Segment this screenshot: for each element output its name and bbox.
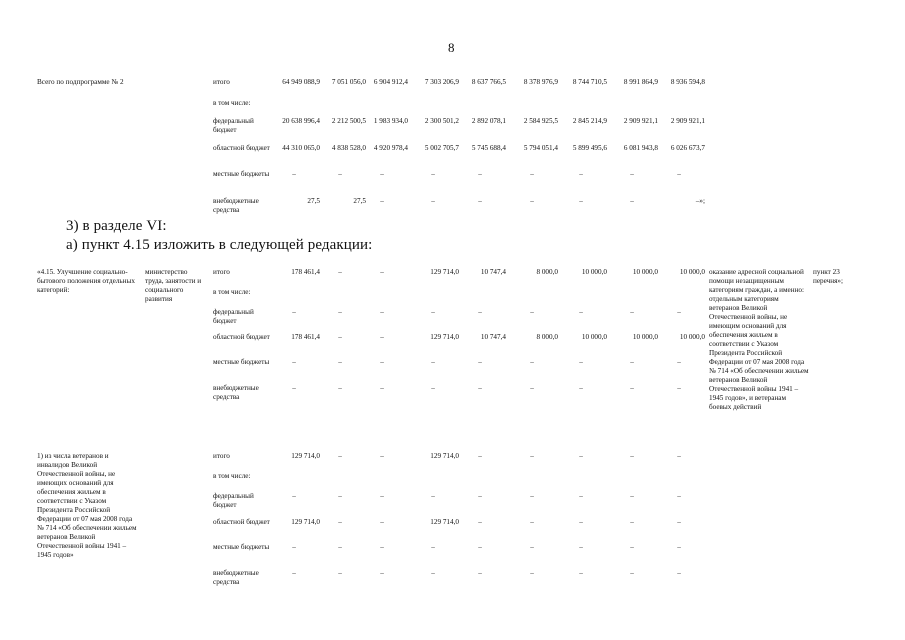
budget-value-cell: – — [292, 358, 296, 366]
budget-value-cell: – — [292, 308, 296, 316]
budget-value-cell: – — [530, 197, 534, 205]
budget-value-cell: – — [338, 268, 342, 276]
budget-value-cell: – — [478, 569, 482, 577]
budget-value-cell: 4 920 978,4 — [373, 144, 408, 152]
result-description: оказание адресной социальной помощи незащищенным категориям граждан, а именно: отдельным категориям ветеранов Великой Отечественной войны, не имеющим оснований для обеспечения жильем в соответствии с Указом Президента Российской Федерации от 07 мая 2008 года № 714 «Об обеспечении жильем ветеранов Великой Отечественной войны 1941 – 1945 годов», и ветеранам боевых действий — [709, 268, 809, 411]
budget-value-cell: 8 378 976,9 — [523, 78, 558, 86]
budget-value-cell: – — [579, 569, 583, 577]
budget-value-cell: –»; — [695, 197, 705, 205]
budget-value-cell: 7 303 206,9 — [424, 78, 459, 86]
budget-value-cell: – — [630, 492, 634, 500]
budget-value-cell: – — [630, 518, 634, 526]
budget-value-cell: – — [338, 543, 342, 551]
budget-value-cell: – — [478, 358, 482, 366]
budget-value-cell: – — [677, 308, 681, 316]
budget-value-cell: – — [338, 492, 342, 500]
list-reference-note: пункт 23 перечня»; — [813, 268, 843, 285]
budget-value-cell: 8 991 864,9 — [623, 78, 658, 86]
budget-value-cell: – — [338, 452, 342, 460]
budget-value-cell: – — [579, 170, 583, 178]
budget-value-cell: – — [579, 384, 583, 392]
subitem-label: 1) из числа ветеранов и инвалидов Великой Отечественной войны, не имеющих оснований для обеспечения жильем в соответствии с Указом Президента Российской Федерации от 07 мая 2008 года № 714 «Об обеспечении жильем ветеранов Великой Отечественной войны 1941 – 1945 годов» — [37, 452, 137, 559]
funding-source-label: в том числе: — [213, 99, 251, 107]
budget-value-cell: 5 899 495,6 — [572, 144, 607, 152]
budget-value-cell: – — [677, 452, 681, 460]
budget-value-cell: 10 747,4 — [480, 333, 506, 341]
budget-value-cell: 178 461,4 — [291, 333, 320, 341]
funding-source-label: федеральный бюджет — [213, 117, 254, 134]
funding-source-label: в том числе: — [213, 288, 251, 296]
budget-value-cell: – — [530, 518, 534, 526]
funding-source-label: итого — [213, 268, 230, 276]
budget-value-cell: 8 936 594,8 — [670, 78, 705, 86]
budget-value-cell: 5 745 688,4 — [471, 144, 506, 152]
budget-value-cell: – — [530, 170, 534, 178]
funding-source-label: федеральный бюджет — [213, 308, 254, 325]
budget-value-cell: – — [380, 518, 384, 526]
funding-source-label: в том числе: — [213, 472, 251, 480]
budget-value-cell: – — [630, 452, 634, 460]
funding-source-label: местные бюджеты — [213, 543, 270, 551]
budget-value-cell: 10 000,0 — [632, 268, 658, 276]
budget-value-cell: – — [292, 543, 296, 551]
budget-value-cell: 10 000,0 — [632, 333, 658, 341]
budget-value-cell: – — [579, 197, 583, 205]
budget-value-cell: 10 000,0 — [679, 268, 705, 276]
budget-value-cell: – — [380, 452, 384, 460]
budget-value-cell: – — [579, 358, 583, 366]
budget-value-cell: – — [530, 308, 534, 316]
budget-value-cell: – — [677, 384, 681, 392]
budget-value-cell: – — [630, 384, 634, 392]
page-number: 8 — [448, 40, 455, 55]
funding-source-label: федеральный бюджет — [213, 492, 254, 509]
budget-value-cell: – — [630, 543, 634, 551]
budget-value-cell: – — [579, 308, 583, 316]
budget-value-cell: – — [478, 197, 482, 205]
budget-value-cell: 10 747,4 — [480, 268, 506, 276]
budget-value-cell: 129 714,0 — [430, 518, 459, 526]
budget-value-cell: 129 714,0 — [291, 518, 320, 526]
budget-value-cell: – — [579, 518, 583, 526]
funding-source-label: итого — [213, 452, 230, 460]
budget-value-cell: 5 794 051,4 — [523, 144, 558, 152]
budget-value-cell: 4 838 528,0 — [331, 144, 366, 152]
budget-value-cell: – — [292, 492, 296, 500]
budget-value-cell: – — [530, 358, 534, 366]
budget-value-cell: 10 000,0 — [679, 333, 705, 341]
budget-value-cell: – — [380, 308, 384, 316]
budget-value-cell: – — [380, 197, 384, 205]
budget-value-cell: – — [380, 170, 384, 178]
budget-value-cell: – — [677, 518, 681, 526]
budget-value-cell: – — [380, 492, 384, 500]
budget-value-cell: – — [630, 197, 634, 205]
budget-value-cell: – — [579, 452, 583, 460]
budget-value-cell: 7 051 056,0 — [331, 78, 366, 86]
budget-value-cell: – — [579, 543, 583, 551]
budget-value-cell: – — [380, 358, 384, 366]
budget-value-cell: – — [478, 492, 482, 500]
budget-value-cell: 27,5 — [307, 197, 320, 205]
budget-value-cell: 64 949 088,9 — [282, 78, 320, 86]
budget-value-cell: – — [677, 492, 681, 500]
budget-value-cell: 129 714,0 — [430, 333, 459, 341]
budget-value-cell: 2 212 500,5 — [331, 117, 366, 125]
budget-value-cell: – — [292, 384, 296, 392]
budget-value-cell: – — [478, 452, 482, 460]
funding-source-label: местные бюджеты — [213, 358, 270, 366]
funding-source-label: внебюджетные средства — [213, 197, 259, 214]
funding-source-label: внебюджетные средства — [213, 384, 259, 401]
funding-source-label: областной бюджет — [213, 333, 270, 341]
budget-value-cell: – — [478, 308, 482, 316]
funding-source-label: внебюджетные средства — [213, 569, 259, 586]
budget-value-cell: – — [431, 384, 435, 392]
budget-value-cell: 8 000,0 — [536, 333, 558, 341]
budget-value-cell: – — [431, 308, 435, 316]
budget-value-cell: – — [380, 268, 384, 276]
budget-value-cell: 27,5 — [353, 197, 366, 205]
item-label: «4.15. Улучшение социально-бытового положения отдельных категорий: — [37, 268, 135, 294]
budget-value-cell: 8 744 710,5 — [572, 78, 607, 86]
budget-value-cell: – — [677, 569, 681, 577]
budget-value-cell: – — [530, 569, 534, 577]
budget-value-cell: 129 714,0 — [430, 452, 459, 460]
funding-source-label: областной бюджет — [213, 518, 270, 526]
budget-value-cell: 178 461,4 — [291, 268, 320, 276]
budget-value-cell: 8 637 766,5 — [471, 78, 506, 86]
budget-value-cell: – — [431, 197, 435, 205]
budget-value-cell: – — [478, 518, 482, 526]
budget-value-cell: – — [478, 170, 482, 178]
budget-value-cell: – — [380, 569, 384, 577]
budget-value-cell: – — [380, 543, 384, 551]
funding-source-label: областной бюджет — [213, 144, 270, 152]
budget-value-cell: 44 310 065,0 — [282, 144, 320, 152]
budget-value-cell: – — [338, 518, 342, 526]
budget-value-cell: – — [292, 170, 296, 178]
budget-value-cell: – — [677, 170, 681, 178]
budget-value-cell: 20 638 996,4 — [282, 117, 320, 125]
budget-value-cell: – — [380, 333, 384, 341]
budget-value-cell: 5 002 705,7 — [424, 144, 459, 152]
budget-value-cell: 6 081 943,8 — [623, 144, 658, 152]
budget-value-cell: – — [431, 358, 435, 366]
funding-source-label: местные бюджеты — [213, 170, 270, 178]
budget-value-cell: 10 000,0 — [581, 333, 607, 341]
budget-value-cell: – — [630, 308, 634, 316]
item-heading: а) пункт 4.15 изложить в следующей редакции: — [66, 237, 373, 253]
budget-value-cell: – — [292, 569, 296, 577]
budget-value-cell: – — [478, 384, 482, 392]
budget-value-cell: – — [530, 384, 534, 392]
budget-value-cell: – — [630, 358, 634, 366]
executor-label: министерство труда, занятости и социального развития — [145, 268, 202, 303]
budget-value-cell: – — [677, 358, 681, 366]
budget-value-cell: 10 000,0 — [581, 268, 607, 276]
budget-value-cell: – — [338, 308, 342, 316]
budget-value-cell: – — [338, 170, 342, 178]
subprogram-total-label: Всего по подпрограмме № 2 — [37, 78, 124, 86]
budget-value-cell: – — [431, 543, 435, 551]
budget-value-cell: – — [530, 492, 534, 500]
budget-value-cell: – — [338, 358, 342, 366]
budget-value-cell: 2 584 925,5 — [523, 117, 558, 125]
budget-value-cell: 8 000,0 — [536, 268, 558, 276]
budget-value-cell: – — [530, 543, 534, 551]
budget-value-cell: 129 714,0 — [430, 268, 459, 276]
budget-value-cell: – — [431, 492, 435, 500]
funding-source-label: итого — [213, 78, 230, 86]
budget-value-cell: 2 892 078,1 — [471, 117, 506, 125]
budget-value-cell: 6 026 673,7 — [670, 144, 705, 152]
budget-value-cell: – — [338, 569, 342, 577]
budget-value-cell: 129 714,0 — [291, 452, 320, 460]
budget-value-cell: 2 845 214,9 — [572, 117, 607, 125]
budget-value-cell: – — [630, 569, 634, 577]
budget-value-cell: 2 909 921,1 — [670, 117, 705, 125]
budget-value-cell: – — [338, 384, 342, 392]
budget-value-cell: – — [431, 170, 435, 178]
budget-value-cell: – — [431, 569, 435, 577]
budget-value-cell: – — [630, 170, 634, 178]
budget-value-cell: – — [338, 333, 342, 341]
budget-value-cell: 2 909 921,1 — [623, 117, 658, 125]
budget-value-cell: – — [478, 543, 482, 551]
budget-value-cell: 6 904 912,4 — [373, 78, 408, 86]
budget-value-cell: – — [677, 543, 681, 551]
budget-value-cell: 1 983 934,0 — [373, 117, 408, 125]
budget-value-cell: – — [579, 492, 583, 500]
budget-value-cell: – — [380, 384, 384, 392]
section-heading: 3) в разделе VI: — [66, 218, 167, 234]
budget-value-cell: 2 300 501,2 — [424, 117, 459, 125]
budget-value-cell: – — [530, 452, 534, 460]
